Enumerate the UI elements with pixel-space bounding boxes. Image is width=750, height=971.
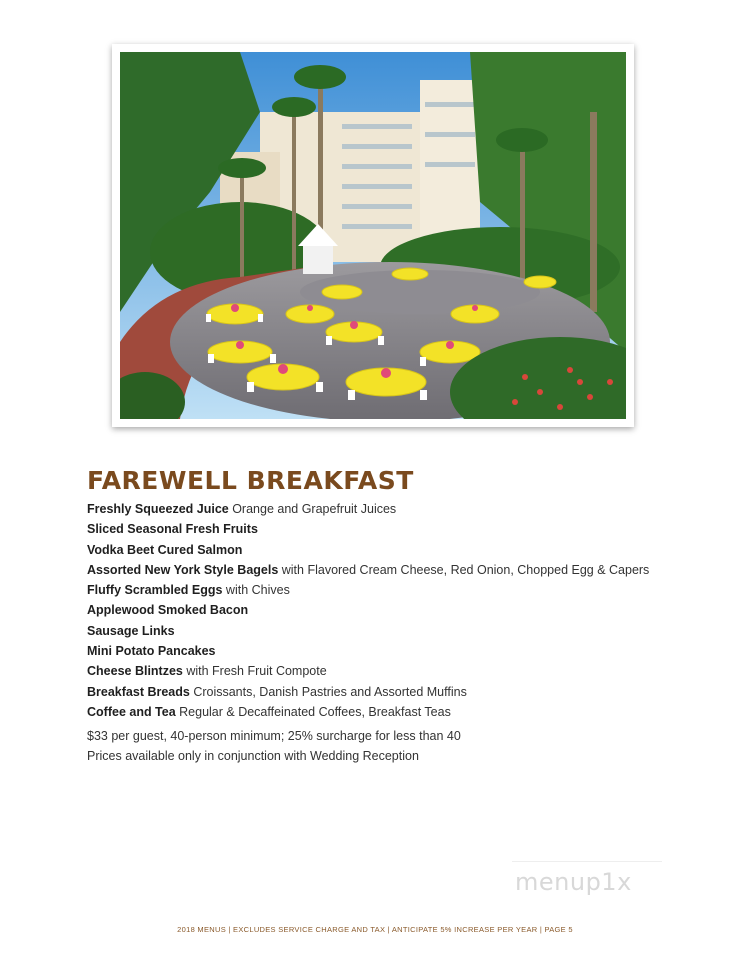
menu-item-name: Sausage Links: [87, 623, 175, 638]
photo-frame: [112, 44, 634, 427]
menupix-watermark: menup1x: [515, 868, 632, 896]
menu-item-description: Regular & Decaffeinated Coffees, Breakfast Teas: [175, 704, 451, 719]
menu-item-name: Coffee and Tea: [87, 704, 176, 719]
menu-item: [87, 621, 687, 641]
menu-item-description: with Chives: [222, 583, 290, 598]
menu-item: [87, 519, 687, 539]
menu-item: [87, 540, 687, 560]
resort-courtyard-photo: [120, 52, 626, 419]
menu-item-name: Fluffy Scrambled Eggs: [87, 583, 223, 598]
menu-item-name: Freshly Squeezed Juice: [87, 502, 229, 516]
menu-item-description: with Flavored Cream Cheese, Red Onion, Chopped Egg & Capers: [278, 562, 650, 577]
menu-item-name: Assorted New York Style Bagels: [87, 562, 279, 577]
menu-item-name: Sliced Seasonal Fresh Fruits: [87, 522, 258, 537]
section-title: FAREWELL BREAKFAST: [87, 466, 414, 495]
menu-item-list: [87, 499, 687, 722]
menu-item: [87, 682, 687, 702]
menu-item: [87, 600, 687, 620]
menu-item-description: with Fresh Fruit Compote: [182, 664, 327, 679]
menu-item: [87, 661, 687, 681]
price-note: $33 per guest, 40-person minimum; 25% surcharge for less than 40: [87, 729, 461, 743]
availability-note: Prices available only in conjunction with Wedding Reception: [87, 749, 419, 764]
menu-item: [87, 580, 687, 600]
menu-item-description: Orange and Grapefruit Juices: [228, 502, 397, 516]
menu-item: [87, 641, 687, 661]
pricing-notes: [87, 726, 461, 767]
menu-item-description: Croissants, Danish Pastries and Assorted Muffins: [189, 684, 467, 699]
page-footer: 2018 MENUS | EXCLUDES SERVICE CHARGE AND TAX | ANTICIPATE 5% INCREASE PER YEAR | PAGE 5: [177, 925, 573, 934]
menu-item-name: Applewood Smoked Bacon: [87, 603, 249, 618]
menu-item: [87, 560, 687, 580]
menu-item: [87, 499, 687, 519]
menu-item-name: Breakfast Breads: [87, 684, 190, 699]
menu-item: [87, 702, 687, 722]
menu-item-name: Vodka Beet Cured Salmon: [87, 542, 243, 557]
menu-item-name: Cheese Blintzes: [87, 664, 183, 679]
menu-item-name: Mini Potato Pancakes: [87, 644, 216, 659]
watermark-divider: [512, 861, 662, 862]
